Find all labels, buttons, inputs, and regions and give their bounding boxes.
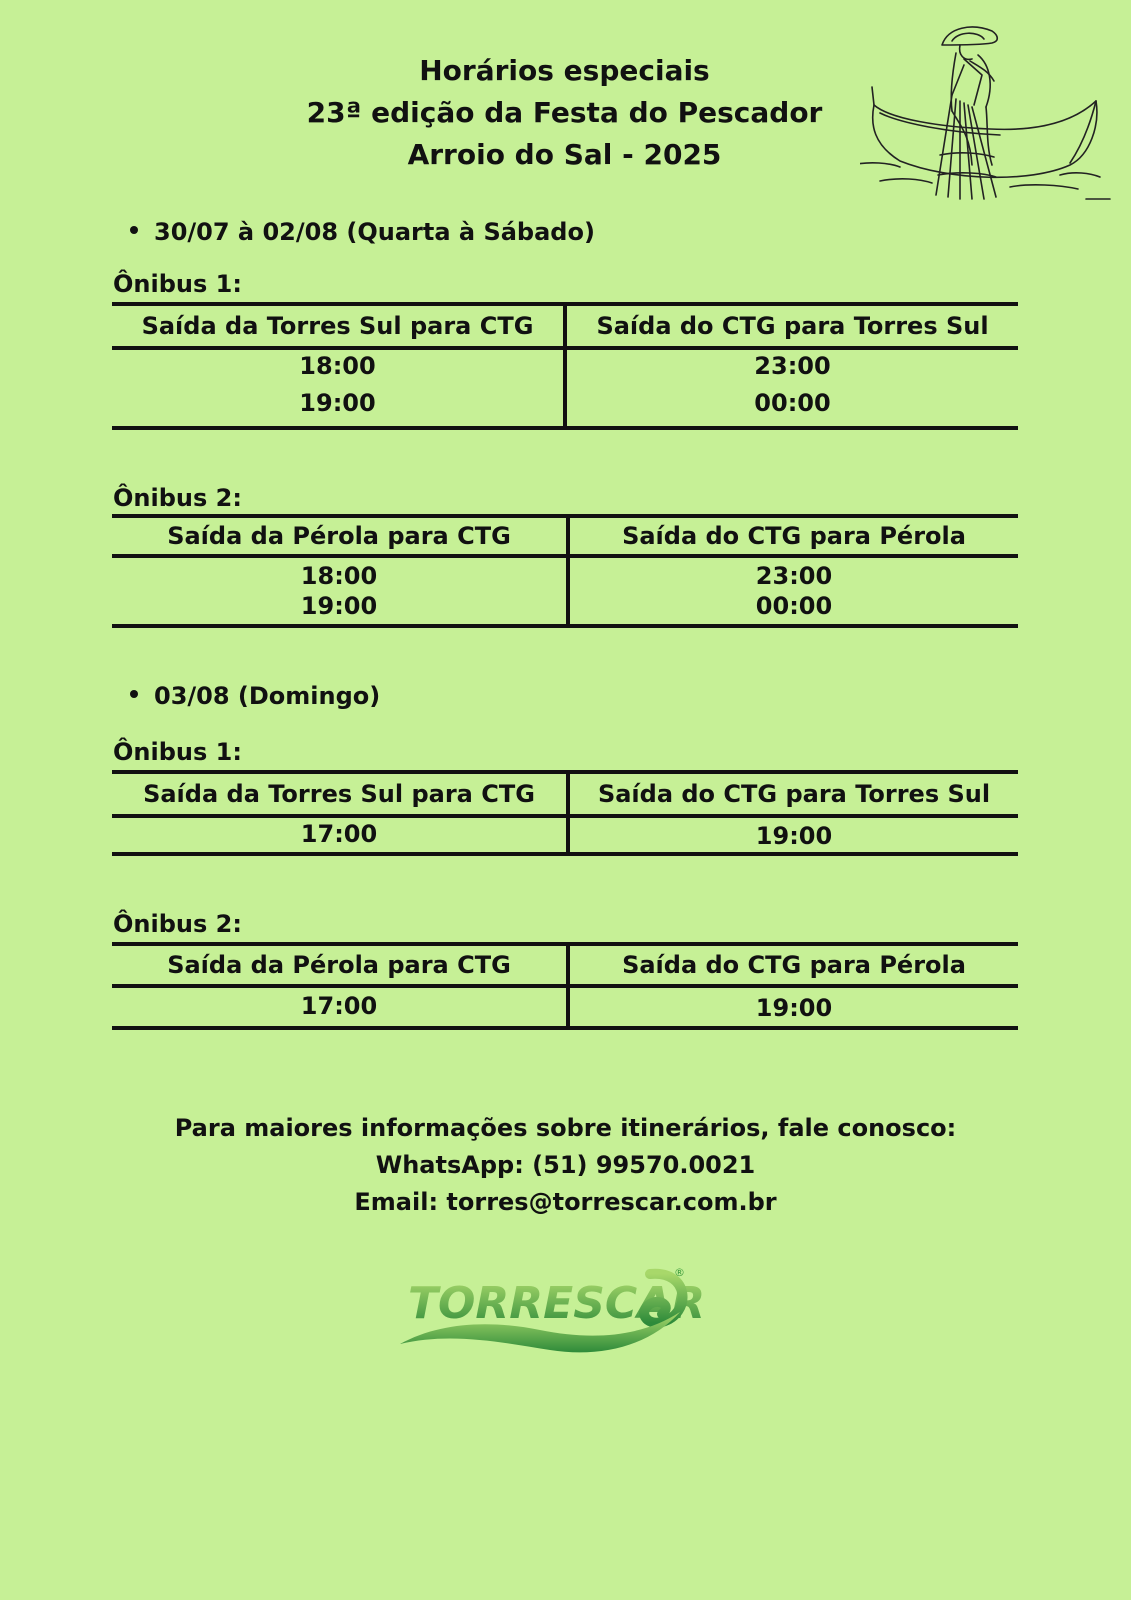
bullet-dot-icon <box>130 690 138 698</box>
time-cell: 00:00 <box>754 389 831 417</box>
title-line-1: Horários especiais <box>419 54 710 87</box>
time-cell: 23:00 <box>754 352 831 380</box>
schedule-table-s1-bus2 <box>112 514 1018 632</box>
time-cell: 19:00 <box>755 822 833 850</box>
schedule-table-s1-bus1 <box>112 302 1018 432</box>
contact-info <box>0 1110 1131 1221</box>
header-cell: Saída da Torres Sul para CTG <box>141 312 534 340</box>
header-cell: Saída da Torres Sul para CTG <box>143 780 535 808</box>
time-cell: 17:00 <box>300 992 378 1020</box>
time-cell: 19:00 <box>300 592 378 620</box>
header-cell: Saída do CTG para Pérola <box>622 951 966 979</box>
registered-mark: ® <box>674 1266 685 1279</box>
bus-2-label: Ônibus 2: <box>113 910 242 938</box>
header-cell: Saída do CTG para Torres Sul <box>597 780 991 808</box>
time-cell: 19:00 <box>755 994 833 1022</box>
schedule-table-s2-bus1 <box>112 770 1018 860</box>
time-cell: 00:00 <box>755 592 833 620</box>
schedule-table-s2-bus2 <box>112 942 1018 1032</box>
whatsapp-line: WhatsApp: (51) 99570.0021 <box>375 1151 756 1179</box>
title-line-2: 23ª edição da Festa do Pescador <box>306 96 823 129</box>
time-cell: 23:00 <box>755 562 833 590</box>
torrescar-logo <box>400 1262 710 1362</box>
logo-wordmark: TORRESCAR <box>408 1278 706 1329</box>
date-range-bullet-1: 30/07 à 02/08 (Quarta à Sábado) <box>130 218 595 246</box>
header-cell: Saída da Pérola para CTG <box>167 951 511 979</box>
email-line: Email: torres@torrescar.com.br <box>354 1188 777 1216</box>
header-cell: Saída da Pérola para CTG <box>167 522 511 550</box>
bus-2-label: Ônibus 2: <box>113 484 242 512</box>
time-cell: 18:00 <box>299 352 376 380</box>
time-cell: 18:00 <box>300 562 378 590</box>
header-cell: Saída do CTG para Torres Sul <box>596 312 989 340</box>
bullet-dot-icon <box>130 226 138 234</box>
fisherman-boat-icon <box>860 15 1120 215</box>
time-cell: 17:00 <box>300 820 378 848</box>
title-line-3: Arroio do Sal - 2025 <box>407 138 722 171</box>
bus-1-label: Ônibus 1: <box>113 270 242 298</box>
time-cell: 19:00 <box>299 389 376 417</box>
contact-intro: Para maiores informações sobre itinerários, fale conosco: <box>174 1114 957 1142</box>
date-range-bullet-2: 03/08 (Domingo) <box>130 682 380 710</box>
header-cell: Saída do CTG para Pérola <box>622 522 966 550</box>
bus-1-label: Ônibus 1: <box>113 738 242 766</box>
